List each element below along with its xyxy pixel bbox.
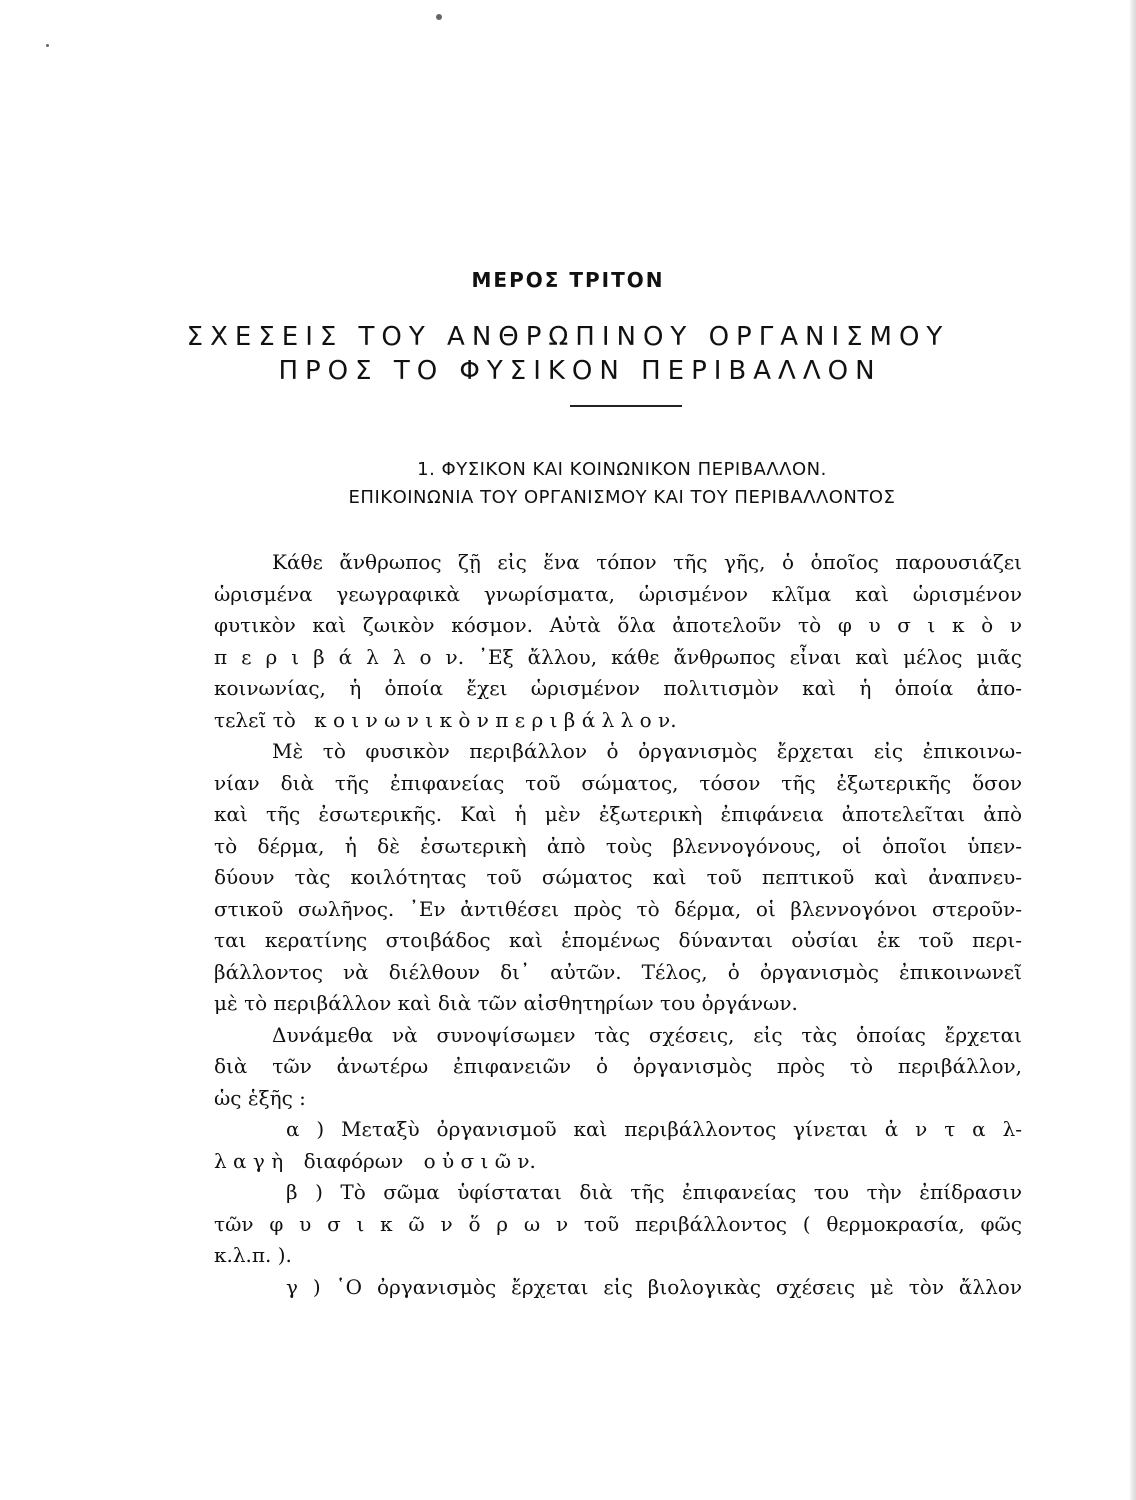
term-fysikon: φ υ σ ι κ ὸ ν xyxy=(837,613,1022,637)
paragraph-2-line: τὸ δέρμα, ἡ δὲ ἐσωτερικὴ ἀπὸ τοὺς βλεννογόνους, οἱ ὁποῖοι ὑπεν- xyxy=(214,833,1022,858)
term-antallagi-cont: λ α γ ὴ xyxy=(214,1148,284,1173)
chapter-title-line-2: ΠΡΟΣ ΤΟ ΦΥΣΙΚΟΝ ΠΕΡΙΒΑΛΛΟΝ xyxy=(278,356,882,386)
page-edge xyxy=(1130,0,1136,1500)
paragraph-1-text: φυτικὸν καὶ ζωικὸν κόσμον. Αὐτὰ ὅλα ἀποτελοῦν τὸ xyxy=(214,613,822,637)
paragraph-2-line: βάλλοντος νὰ διέλθουν δι᾿ αὐτῶν. Τέλος, ὁ ὀργανισμὸς ἐπικοινωνεῖ xyxy=(214,959,1022,984)
list-item-b-line: β ) Τὸ σῶμα ὑφίσταται διὰ τῆς ἐπιφανείας του τὴν ἐπίδρασιν xyxy=(286,1180,1022,1204)
term-antallagi: ἀ ν τ α λ- xyxy=(884,1117,1022,1141)
scan-speck xyxy=(46,44,49,47)
body-text xyxy=(214,547,1022,1303)
paragraph-3-line: διὰ τῶν ἀνωτέρω ἐπιφανειῶν ὁ ὀργανισμὸς πρὸς τὸ περιβάλλον, xyxy=(214,1054,1022,1078)
list-item-a-line xyxy=(214,1146,1022,1178)
title-divider xyxy=(570,405,682,407)
paragraph-1-line: κοινωνίας, ἡ ὁποία ἔχει ὡρισμένον πολιτισμὸν καὶ ἡ ὁποία ἀπο- xyxy=(214,676,1022,700)
paragraph-2-line: καὶ τῆς ἐσωτερικῆς. Καὶ ἡ μὲν ἐξωτερικὴ ἐπιφάνεια ἀποτελεῖται ἀπὸ xyxy=(214,802,1022,826)
paragraph-1-line: ὡρισμένα γεωγραφικὰ γνωρίσματα, ὡρισμένον κλῖμα καὶ ὡρισμένον xyxy=(214,581,1022,606)
paragraph-2-line: στικοῦ σωλῆνος. ᾿Εν ἀντιθέσει πρὸς τὸ δέρμα, οἱ βλεννογόνοι στεροῦν- xyxy=(214,896,1022,921)
list-item-b-line: κ.λ.π. ). xyxy=(214,1243,292,1267)
paragraph-3-line: Δυνάμεθα νὰ συνοψίσωμεν τὰς σχέσεις, εἰς τὰς ὁποίας ἔρχεται xyxy=(272,1022,1022,1047)
paragraph-2-line: Μὲ τὸ φυσικὸν περιβάλλον ὁ ὀργανισμὸς ἔρχεται εἰς ἐπικοινω- xyxy=(272,739,1022,763)
paragraph-1-line xyxy=(214,705,1022,737)
chapter-title-line-1: ΣΧΕΣΕΙΣ ΤΟΥ ΑΝΘΡΩΠΙΝΟΥ ΟΡΓΑΝΙΣΜΟΥ xyxy=(186,322,950,352)
term-fysikon-oron: φ υ σ ι κ ῶ ν ὅ ρ ω ν xyxy=(269,1211,569,1236)
list-item-b-line xyxy=(214,1209,1022,1241)
paragraph-2-line: ται κερατίνης στοιβάδος καὶ ἑπομένως δύνανται οὐσίαι ἐκ τοῦ περι- xyxy=(214,928,1022,952)
list-item-a-line xyxy=(272,1114,1022,1146)
list-item-c-line: γ ) ῾Ο ὀργανισμὸς ἔρχεται εἰς βιολογικὰς σχέσεις μὲ τὸν ἄλλον xyxy=(286,1274,1022,1299)
term-ousion: ο ὐ σ ι ῶ ν. xyxy=(423,1148,536,1173)
paragraph-3-line: ὡς ἑξῆς : xyxy=(214,1085,306,1110)
paragraph-2-line: δύουν τὰς κοιλότητας τοῦ σώματος καὶ τοῦ πεπτικοῦ καὶ ἀναπνευ- xyxy=(214,865,1022,889)
paragraph-1-line: π ε ρ ι β ά λ λ ο ν. ᾿Εξ ἄλλου, κάθε ἄνθρωπος εἶναι καὶ μέλος μιᾶς xyxy=(214,644,1022,669)
part-heading: ΜΕΡΟΣ ΤΡΙΤΟΝ xyxy=(471,268,665,292)
paragraph-1-line: Κάθε ἄνθρωπος ζῇ εἰς ἕνα τόπον τῆς γῆς, ὁ ὁποῖος παρουσιάζει xyxy=(272,550,1022,574)
paragraph-1-text: τελεῖ τὸ xyxy=(214,707,296,732)
section-heading-line-1: 1. ΦΥΣΙΚΟΝ ΚΑΙ ΚΟΙΝΩΝΙΚΟΝ ΠΕΡΙΒΑΛΛΟΝ. xyxy=(417,459,827,480)
paragraph-1-line xyxy=(214,610,1022,642)
list-item-a-text: α ) Μεταξὺ ὀργανισμοῦ καὶ περιβάλλοντος γίνεται xyxy=(286,1117,868,1141)
term-koinonikon: κ ο ι ν ω ν ι κ ὸ ν π ε ρ ι β ά λ λ ο ν. xyxy=(314,707,677,732)
section-heading-line-2: ΕΠΙΚΟΙΝΩΝΙΑ ΤΟΥ ΟΡΓΑΝΙΣΜΟΥ ΚΑΙ ΤΟΥ ΠΕΡΙΒΑΛΛΟΝΤΟΣ xyxy=(348,487,896,508)
paragraph-2-line: μὲ τὸ περιβάλλον καὶ διὰ τῶν αἰσθητηρίων του ὀργάνων. xyxy=(214,991,798,1015)
list-item-b-text: τῶν xyxy=(214,1211,254,1236)
scan-speck xyxy=(436,14,442,20)
paragraph-2-line: νίαν διὰ τῆς ἐπιφανείας τοῦ σώματος, τόσον τῆς ἐξωτερικῆς ὅσον xyxy=(214,770,1022,795)
list-item-b-text: τοῦ περιβάλλοντος ( θερμοκρασία, φῶς xyxy=(583,1211,1022,1236)
list-item-a-text: διαφόρων xyxy=(303,1148,404,1173)
